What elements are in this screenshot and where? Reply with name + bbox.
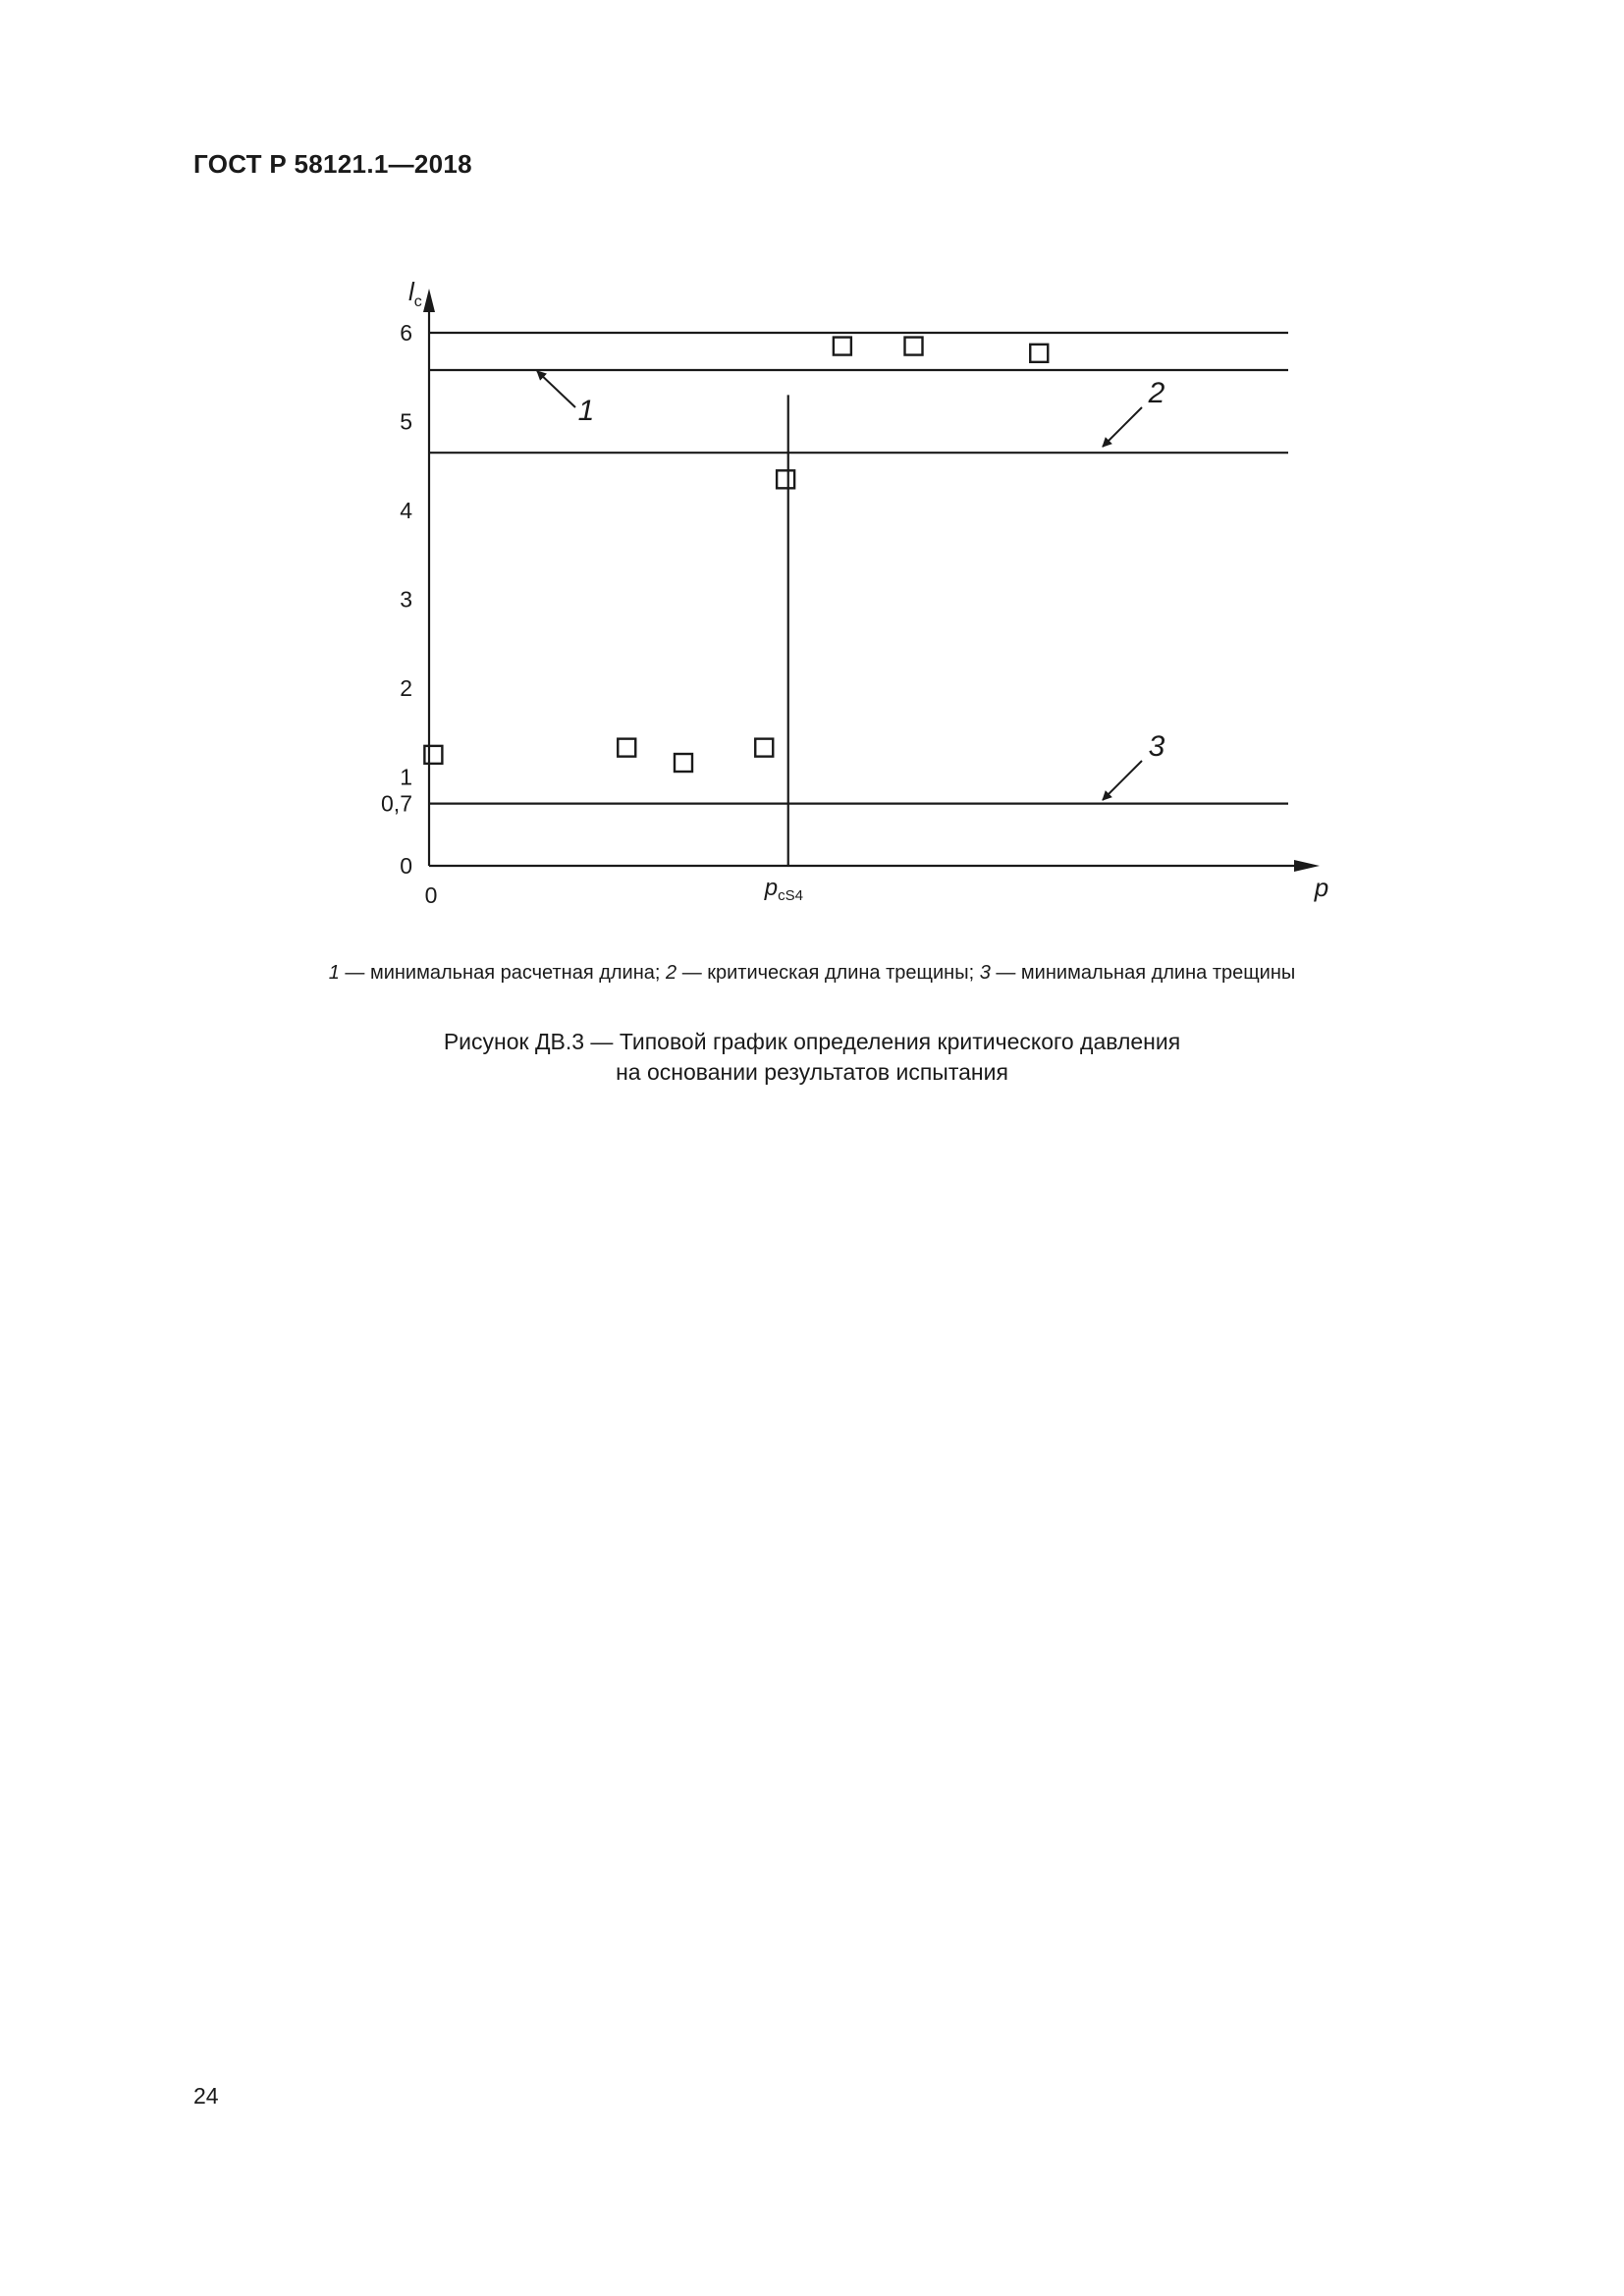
document-code: ГОСТ Р 58121.1—2018 bbox=[193, 149, 472, 179]
y-axis-label-main: l bbox=[408, 277, 414, 306]
critical-pressure-label-main: p bbox=[764, 875, 779, 901]
legend-text-3: — минимальная длина трещины bbox=[990, 962, 1296, 984]
callout-label: 2 bbox=[1148, 377, 1165, 409]
y-tick-label: 1 bbox=[400, 764, 412, 790]
y-tick-labels bbox=[381, 320, 412, 879]
legend-num-2: 2 bbox=[666, 962, 677, 984]
data-point bbox=[618, 739, 635, 757]
y-tick-label: 6 bbox=[400, 320, 412, 346]
page-number: 24 bbox=[193, 2083, 219, 2109]
x-axis-label: p bbox=[1314, 873, 1329, 902]
data-point bbox=[424, 746, 442, 764]
data-point bbox=[755, 739, 773, 757]
axes bbox=[423, 289, 1320, 872]
y-axis-label bbox=[408, 277, 422, 310]
callout-label: 3 bbox=[1148, 730, 1165, 763]
data-point bbox=[834, 338, 851, 355]
data-point bbox=[675, 754, 692, 772]
y-tick-label: 2 bbox=[400, 675, 412, 701]
legend-num-1: 1 bbox=[328, 962, 340, 984]
data-point bbox=[1030, 345, 1048, 362]
callout-label: 1 bbox=[577, 395, 595, 427]
y-tick-label: 0,7 bbox=[381, 790, 412, 817]
line-callouts bbox=[537, 371, 1165, 800]
callout-leader-arrow bbox=[1103, 407, 1142, 447]
y-tick-label: 5 bbox=[400, 408, 412, 435]
y-axis-arrow bbox=[423, 289, 435, 312]
y-tick-label: 0 bbox=[400, 853, 412, 879]
data-points bbox=[424, 338, 1048, 772]
caption-line-1: Рисунок ДВ.3 — Типовой график определения критического давления bbox=[443, 1029, 1181, 1054]
legend-text-2: — критическая длина трещины; bbox=[677, 962, 980, 984]
y-tick-label: 3 bbox=[400, 586, 412, 613]
x-tick-label-0: 0 bbox=[424, 882, 438, 908]
y-tick-label: 4 bbox=[400, 498, 412, 523]
legend-num-3: 3 bbox=[979, 962, 991, 984]
legend-text-1: — минимальная расчетная длина; bbox=[339, 962, 667, 984]
callout-leader-arrow bbox=[537, 371, 575, 407]
y-axis-label-sub: c bbox=[413, 294, 422, 310]
x-axis-arrow bbox=[1294, 860, 1320, 872]
caption-line-2: на основании результатов испытания bbox=[616, 1059, 1008, 1085]
data-point bbox=[777, 470, 794, 488]
critical-pressure-label bbox=[764, 875, 803, 904]
figure-legend bbox=[0, 962, 1624, 985]
figure-chart bbox=[0, 0, 1624, 962]
figure-caption bbox=[0, 1027, 1624, 1088]
data-point bbox=[905, 338, 923, 355]
callout-leader-arrow bbox=[1103, 761, 1142, 800]
critical-pressure-label-sub: cS4 bbox=[778, 887, 803, 904]
